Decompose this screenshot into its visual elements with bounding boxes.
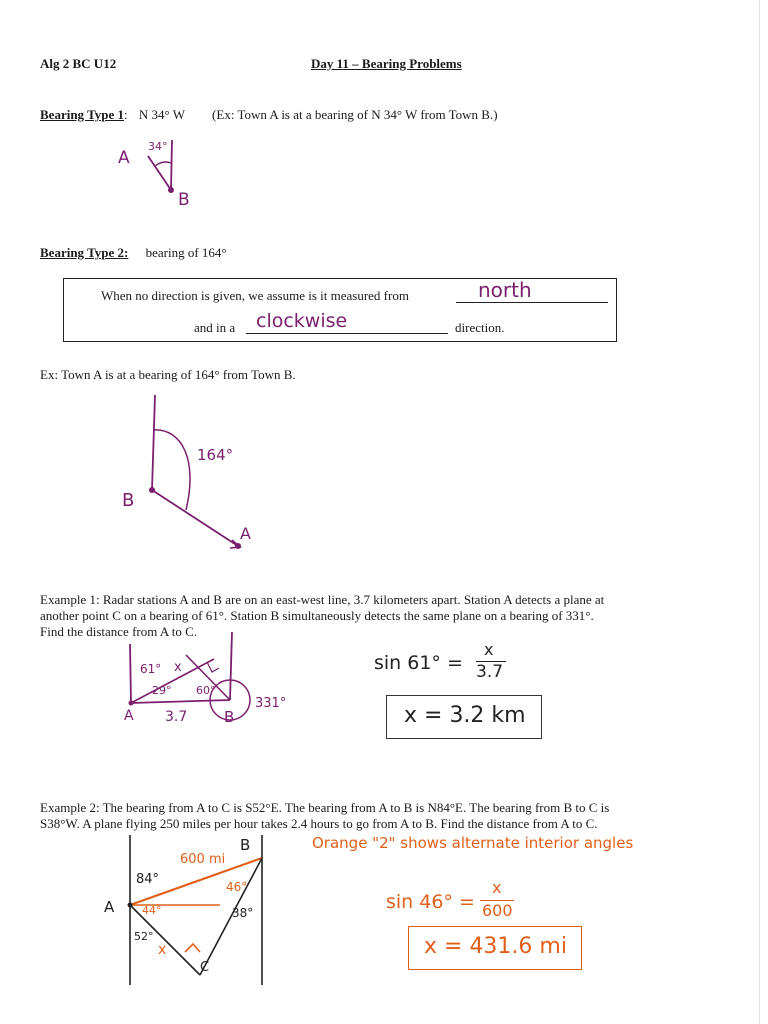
rule-line1: When no direction is given, we assume is it measured from: [101, 288, 409, 303]
example2-text-line2: S38°W. A plane flying 250 miles per hour takes 2.4 hours to go from A to B. Find the distance from A to C.: [40, 816, 598, 831]
page-title: Day 11 – Bearing Problems: [311, 56, 462, 71]
example164-label-a: A: [240, 524, 251, 543]
example2-equation-den: 600: [482, 901, 513, 920]
example2-label-c: C: [200, 960, 210, 975]
rule-answer-north: north: [478, 278, 532, 302]
example1-label-a: A: [124, 708, 134, 724]
example2-equation-num: x: [492, 878, 502, 897]
example2-angle-38: 38°: [232, 906, 254, 920]
example1-answer: x = 3.2 km: [404, 703, 526, 728]
rule-line2-suffix: direction.: [455, 320, 505, 335]
type2-label: Bearing Type 2:: [40, 245, 129, 260]
example2-answer: x = 431.6 mi: [424, 934, 567, 959]
example1-x: x: [174, 660, 182, 675]
type1-label-a: A: [118, 148, 130, 168]
example2-equation-left: sin 46° =: [386, 891, 475, 913]
example1-angle-61: 61°: [140, 662, 162, 676]
example2-angle-44: 44°: [142, 904, 162, 917]
type1-angle-34: 34°: [148, 140, 168, 153]
example2-distance-600: 600 mi: [180, 852, 226, 867]
example1-angle-331: 331°: [255, 696, 287, 711]
type1-bearing: N 34° W: [138, 107, 185, 122]
example164-label-b: B: [122, 490, 135, 511]
example1-equation-left: sin 61° =: [374, 652, 463, 674]
example1-text-line1: Example 1: Radar stations A and B are on an east-west line, 3.7 kilometers apart. Station A detects a plane at: [40, 592, 605, 607]
example164-angle-label: 164°: [197, 446, 234, 464]
example1-text-line2: another point C on a bearing of 61°. Station B simultaneously detects the same plane on a bearing of 331°.: [40, 608, 594, 623]
type1-label: Bearing Type 1: [40, 107, 125, 122]
example1-angle-60: 60°: [196, 684, 216, 697]
example164-text: Ex: Town A is at a bearing of 164° from Town B.: [40, 367, 296, 382]
type1-colon: :: [124, 107, 128, 122]
example1-equation-den: 3.7: [476, 662, 504, 682]
course-code: Alg 2 BC U12: [40, 56, 117, 71]
example2-x: x: [158, 942, 167, 958]
example2-angle-84: 84°: [136, 872, 160, 887]
example2-label-a: A: [104, 898, 115, 916]
example1-distance: 3.7: [165, 709, 188, 725]
example1-equation-num: x: [484, 640, 494, 659]
type1-example: (Ex: Town A is at a bearing of N 34° W from Town B.): [212, 107, 498, 122]
example1-angle-29: 29°: [152, 684, 172, 697]
example1-text-line3: Find the distance from A to C.: [40, 624, 198, 639]
example2-right-angle: [185, 944, 200, 952]
type1-label-b: B: [178, 190, 190, 210]
example1-label-b: B: [224, 708, 235, 726]
type2-bearing: bearing of 164°: [145, 245, 227, 260]
example2-point-a: [128, 903, 133, 908]
example2-angle-46-top: 46°: [226, 880, 248, 894]
rule-line2-prefix: and in a: [194, 320, 236, 335]
rule-answer-clockwise: clockwise: [256, 310, 348, 332]
example2-angle-52: 52°: [134, 930, 154, 943]
example2-text-line1: Example 2: The bearing from A to C is S52°E. The bearing from A to B is N84°E. The bearing from B to C is: [40, 800, 610, 815]
example2-note: Orange "2" shows alternate interior angles: [312, 834, 634, 852]
example2-label-b: B: [240, 836, 251, 854]
